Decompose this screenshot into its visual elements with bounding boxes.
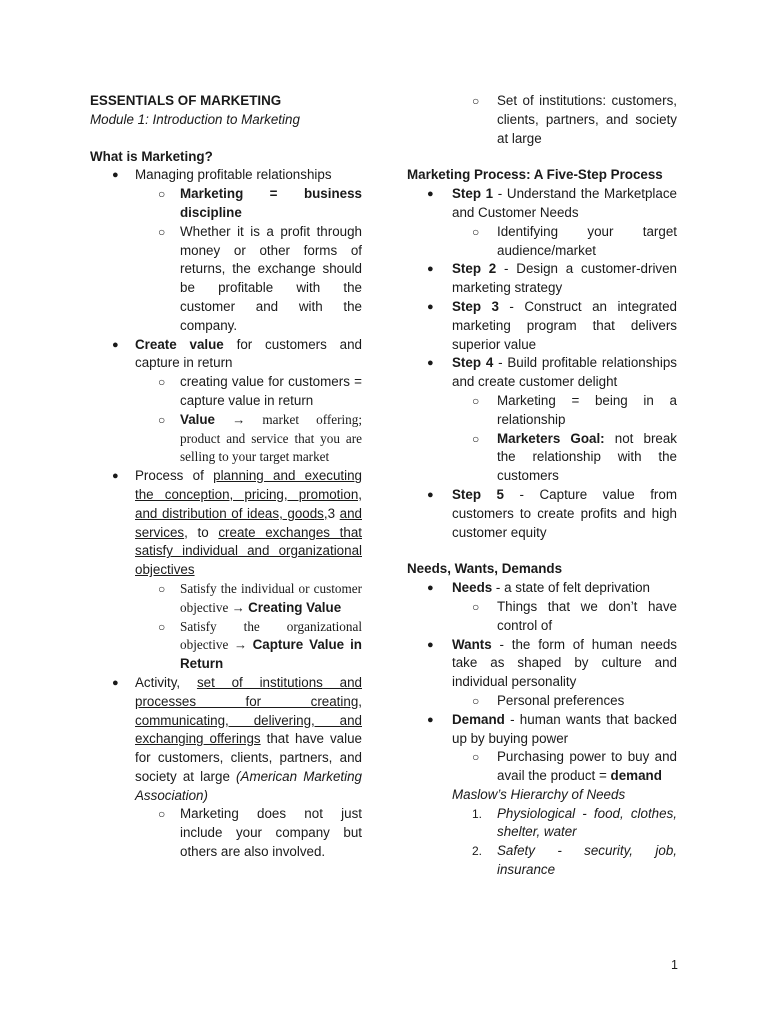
section-heading: What is Marketing?: [90, 148, 213, 164]
list-item: ● Step 3 - Construct an integrated marketing program that delivers superior value: [427, 298, 677, 352]
list-item: ● Managing profitable relationships: [90, 166, 362, 185]
sub-list-item: ○ Value → market offering; product and service that you are selling to your target market: [158, 411, 362, 465]
document-title: ESSENTIALS OF MARKETING: [90, 93, 282, 108]
list-item: Maslow’s Hierarchy of Needs: [452, 786, 626, 802]
list-item: ● Needs - a state of felt deprivation: [407, 579, 677, 598]
sub-list-item: ○ Things that we don’t have control of: [472, 598, 677, 633]
numbered-item: 1. Physiological - food, clothes, shelter, water: [472, 805, 677, 840]
circle-marker: ○: [472, 431, 480, 446]
circle-marker: ○: [158, 224, 166, 239]
sub-list-item: ○ creating value for customers = capture value in return: [158, 374, 362, 408]
left-column: [90, 92, 362, 862]
bullet-marker: ●: [112, 676, 119, 689]
sub-list-item: ○ Satisfy the organizational objective → Capture Value in Return: [158, 618, 362, 672]
circle-marker: ○: [158, 187, 166, 202]
sub-list-item: ○ Whether it is a profit through money or other forms of returns, the exchange should be profitable with the customer and with the company.: [158, 223, 362, 333]
circle-marker: ○: [158, 807, 166, 822]
circle-marker: ○: [472, 393, 480, 408]
list-item: ● Process of planning and executing the conception, pricing, promotion, and distribution of ideas, goods,3 and services, to create exchanges that satisfy individual and organizational objectives: [112, 468, 362, 578]
circle-marker: ○: [158, 412, 166, 427]
list-item: ● Step 5 - Capture value from customers to create profits and high customer equity: [427, 486, 677, 540]
list-number: 2.: [472, 844, 483, 859]
circle-marker: ○: [158, 619, 166, 634]
circle-marker: ○: [472, 224, 480, 239]
bullet-marker: ●: [427, 488, 434, 501]
sub-list-item: ○ Marketers Goal: not break the relationship with the customers: [472, 430, 677, 484]
right-column: [407, 92, 677, 880]
list-item: ● Step 4 - Build profitable relationships and create customer delight: [427, 355, 677, 390]
sub-list-item: ○ Purchasing power to buy and avail the product = demand: [472, 749, 677, 784]
bullet-marker: ●: [427, 713, 434, 726]
list-item: ● Create value for customers and capture in return: [112, 336, 362, 371]
bullet-marker: ●: [427, 357, 434, 370]
list-item: ● Wants - the form of human needs take as shaped by culture and individual personality: [427, 636, 677, 690]
sub-list-item: ○ Marketing does not just include your company but others are also involved.: [158, 806, 362, 860]
sub-list-item: ○ Marketing = business discipline: [158, 186, 362, 220]
list-number: 1.: [472, 806, 483, 821]
circle-marker: ○: [472, 693, 480, 708]
circle-marker: ○: [472, 599, 480, 614]
list-item: ● Demand - human wants that backed up by buying power: [427, 711, 677, 746]
circle-marker: ○: [472, 750, 480, 765]
section-heading: Marketing Process: A Five-Step Process: [407, 167, 663, 183]
bullet-marker: ●: [427, 582, 434, 595]
bullet-marker: ●: [427, 638, 434, 651]
list-item: ● Activity, set of institutions and processes for creating, communicating, delivering, and exchanging offerings that have value for customers, clients, partners, and society at large (American Marketing Association): [112, 674, 363, 803]
section-heading: Needs, Wants, Demands: [407, 561, 563, 577]
list-item: ● Step 1 - Understand the Marketplace and Customer Needs: [427, 186, 677, 220]
sub-list-item: ○ Identifying your target audience/market: [472, 223, 677, 258]
document-subtitle: Module 1: Introduction to Marketing: [90, 111, 300, 127]
circle-marker: ○: [158, 375, 166, 390]
sub-list-item: ○ Marketing = being in a relationship: [472, 392, 677, 427]
numbered-item: 2. Safety - security, job, insurance: [472, 843, 677, 878]
bullet-marker: ●: [112, 338, 119, 351]
circle-marker: ○: [158, 581, 166, 596]
page-number: 1: [671, 958, 678, 972]
sub-list-item: ○ Set of institutions: customers, clients, partners, and society at large: [472, 93, 677, 146]
bullet-marker: ●: [427, 188, 434, 201]
sub-list-item: ○ Personal preferences: [407, 692, 677, 711]
sub-list-item: ○ Satisfy the individual or customer objective → Creating Value: [158, 580, 362, 615]
bullet-marker: ●: [427, 300, 434, 313]
bullet-marker: ●: [112, 470, 119, 483]
circle-marker: ○: [472, 94, 480, 108]
bullet-marker: ●: [112, 169, 119, 182]
list-item: ● Step 2 - Design a customer-driven marketing strategy: [427, 261, 678, 296]
bullet-marker: ●: [427, 263, 434, 276]
